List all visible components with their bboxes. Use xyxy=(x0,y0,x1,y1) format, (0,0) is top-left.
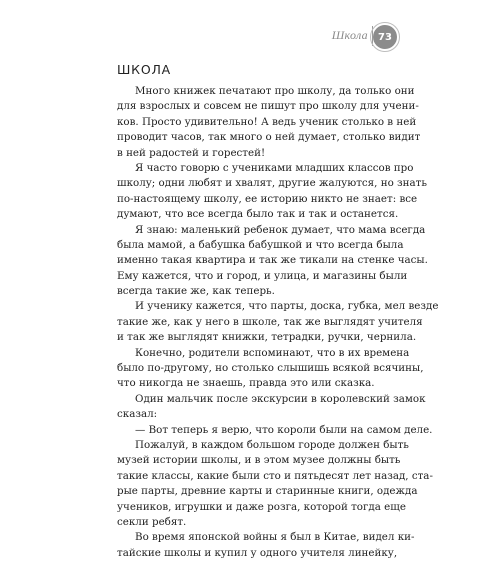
text-line: такие классы, какие были сто и пятьдесят лет назад, ста- xyxy=(117,469,433,482)
text-line: Много книжек печатают про школу, да только они xyxy=(135,85,415,97)
text-line: рые парты, древние карты и старинные книги, одежда xyxy=(117,485,418,498)
text-line: Во время японской войны я был в Китае, видел ки- xyxy=(135,531,415,544)
text-line: такие же, как у него в школе, так же выглядят учителя xyxy=(117,315,423,328)
text-line: было по-другому, но столько слышишь всякой всячины, xyxy=(117,362,424,375)
text-line: Я знаю: маленький ребенок думает, что мама всегда xyxy=(135,223,426,236)
text-line: проводит часов, так много о ней думает, столько видит xyxy=(117,131,421,144)
running-head xyxy=(0,22,500,52)
text-line: для взрослых и совсем не пишут про школу для учени- xyxy=(117,100,419,113)
text-line: именно такая квартира и так же тикали на стенке часы. xyxy=(117,254,428,267)
text-line: секли ребят. xyxy=(117,515,187,528)
text-line: Пожалуй, в каждом большом городе должен быть xyxy=(135,438,409,451)
text-line: школу; одни любят и хвалят, другие жалуются, но знать xyxy=(117,177,427,190)
text-line: тайские школы и купил у одного учителя линейку, xyxy=(117,546,398,559)
text-line: думают, что все всегда было так и так и останется. xyxy=(117,208,399,221)
chapter-title: ШКОЛА xyxy=(117,62,172,77)
text-line: Конечно, родители вспоминают, что в их времена xyxy=(135,346,410,359)
page-number-badge xyxy=(370,22,400,52)
text-line: сказал: xyxy=(117,408,158,421)
running-title: Школа xyxy=(331,28,368,42)
text-line: была мамой, а бабушка бабушкой и что всегда была xyxy=(117,238,404,251)
text-line: и так же выглядят книжки, тетрадки, ручки, чернила. xyxy=(117,331,417,344)
text-line: в ней радостей и горестей! xyxy=(117,146,266,159)
text-line: — Вот теперь я верю, что короли были на самом деле. xyxy=(135,423,433,436)
text-line: Ему кажется, что и город, и улица, и магазины были xyxy=(117,269,408,282)
text-line: по-настоящему школу, ее историю никто не знает: все xyxy=(117,192,418,205)
text-line: учеников, игрушки и даже розга, которой тогда еще xyxy=(117,500,406,513)
text-line: что никогда не знаешь, правда это или сказка. xyxy=(117,377,375,390)
text-line: Один мальчик после экскурсии в королевский замок xyxy=(135,392,426,405)
text-line: Я часто говорю с учениками младших классов про xyxy=(135,161,414,174)
text-line: музей истории школы, и в этом музее должны быть xyxy=(117,454,401,467)
text-line: И ученику кажется, что парты, доска, губка, мел везде xyxy=(135,300,439,313)
page-number: 73 xyxy=(373,25,397,49)
body-text xyxy=(117,84,439,561)
text-line: всегда такие же, как теперь. xyxy=(117,285,275,298)
text-line: ков. Просто удивительно! А ведь ученик столько в ней xyxy=(117,115,417,128)
